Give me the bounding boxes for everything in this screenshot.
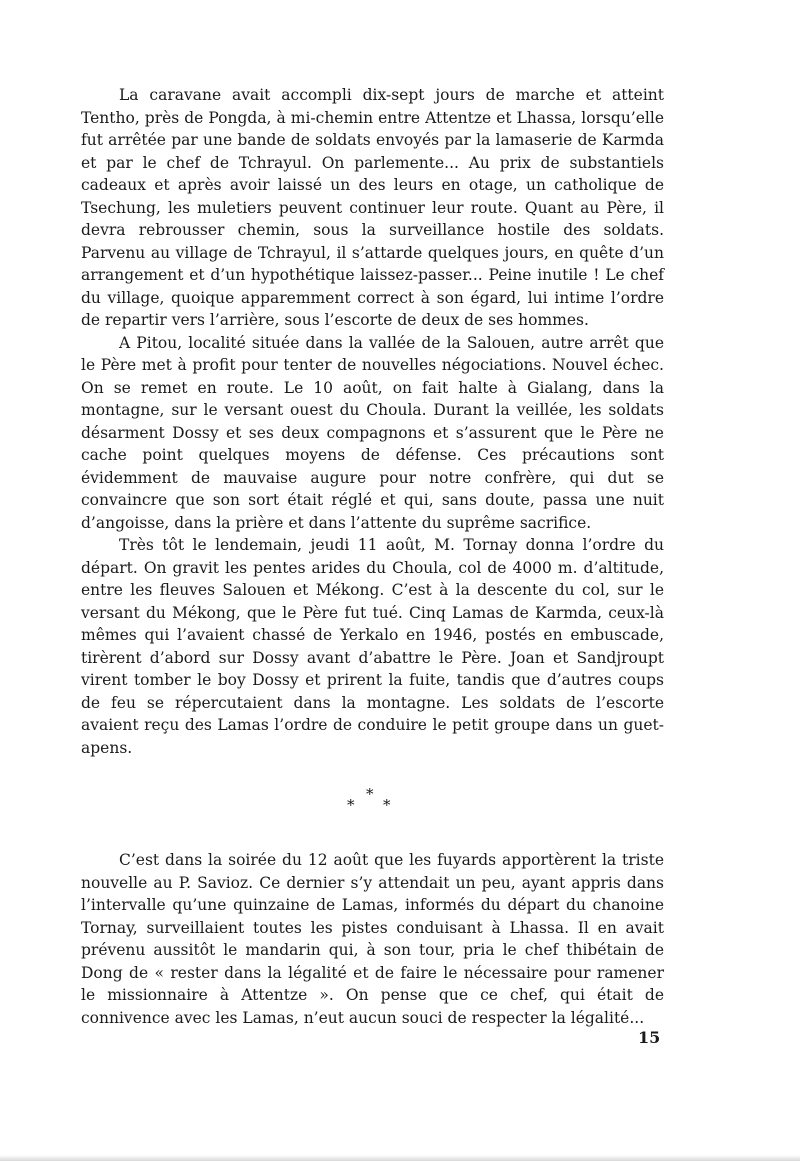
page-text-block bbox=[81, 84, 664, 1029]
paragraph-1: La caravane avait accompli dix-sept jours de marche et atteint Tentho, près de Pongda, à mi-chemin entre Attentze et Lhassa, lorsqu’elle fut arrêtée par une bande de soldats envoyés par la lamaserie de Karmda et par le chef de Tchrayul. On parlemente... Au prix de substantiels cadeaux et après avoir laissé un des leurs en otage, un catholique de Tsechung, les muletiers peuvent continuer leur route. Quant au Père, il devra rebrousser chemin, sous la surveillance hostile des soldats. Parvenu au village de Tchrayul, il s’attarde quelques jours, en quête d’un arrangement et d’un hypothétique laissez-passer... Peine inutile ! Le chef du village, quoique apparemment correct à son égard, lui intime l’ordre de repartir vers l’arrière, sous l’escorte de deux de ses hommes. bbox=[81, 86, 664, 329]
paragraph-3: Très tôt le lendemain, jeudi 11 août, M. Tornay donna l’ordre du départ. On gravit les pentes arides du Choula, col de 4000 m. d’altitude, entre les fleuves Salouen et Mékong. C’est à la descente du col, sur le versant du Mékong, que le Père fut tué. Cinq Lamas de Karmda, ceux-là mêmes qui l’avaient chassé de Yerkalo en 1946, postés en embuscade, tirèrent d’abord sur Dossy avant d’abattre le Père. Joan et Sandjroupt virent tomber le boy Dossy et prirent la fuite, tandis que d’autres coups de feu se répercutaient dans la montagne. Les soldats de l’escorte avaient reçu des Lamas l’ordre de conduire le petit groupe dans un guet-apens. bbox=[81, 536, 664, 757]
paragraph-4: C’est dans la soirée du 12 août que les fuyards apportèrent la triste nouvelle au P. Savioz. Ce dernier s’y attendait un peu, ayant appris dans l’intervalle qu’une quinzaine de Lamas, informés du départ du chanoine Tornay, surveillaient toutes les pistes conduisant à Lhassa. Il en avait prévenu aussitôt le mandarin qui, à son tour, pria le chef thibétain de Dong de « rester dans la légalité et de faire le nécessaire pour ramener le missionnaire à Attentze ». On pense que ce chef, qui était de connivence avec les Lamas, n’eut aucun souci de respecter la légalité... bbox=[81, 851, 664, 1027]
paragraph-2: A Pitou, localité située dans la vallée de la Salouen, autre arrêt que le Père met à profit pour tenter de nouvelles négociations. Nouvel échec. On se remet en route. Le 10 août, on fait halte à Gialang, dans la montagne, sur le versant ouest du Choula. Durant la veillée, les soldats désarment Dossy et ses deux compagnons et s’assurent que le Père ne cache point quelques moyens de défense. Ces précautions sont évidemment de mauvaise augure pour notre confrère, qui dut se convaincre que son sort était réglé et qui, sans doute, passa une nuit d’angoisse, dans la prière et dans l’attente du suprême sacrifice. bbox=[81, 333, 664, 532]
asterism-separator bbox=[81, 787, 664, 821]
asterism-star: * bbox=[383, 796, 391, 814]
page-bottom-edge bbox=[0, 1155, 800, 1161]
page-number: 15 bbox=[638, 1028, 661, 1047]
asterism-star: * bbox=[347, 796, 355, 814]
asterism-star: * bbox=[366, 785, 374, 803]
